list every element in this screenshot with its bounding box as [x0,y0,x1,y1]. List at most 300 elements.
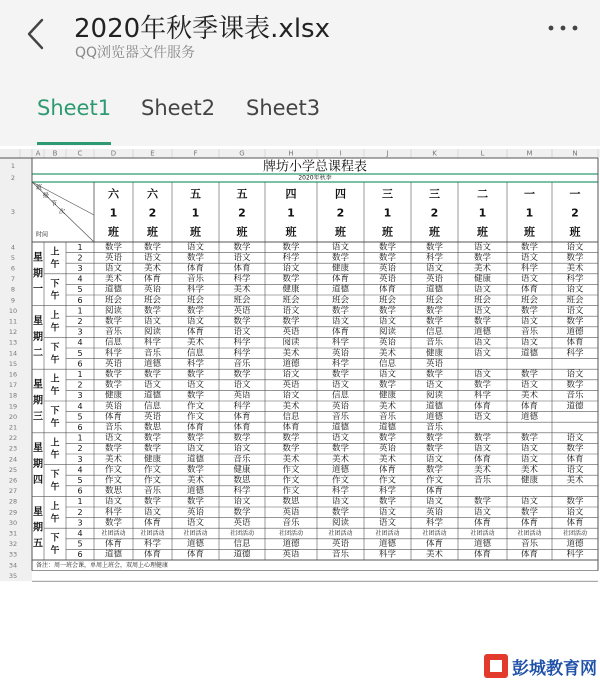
class-cell: 班会 [520,295,539,306]
class-cell: 班会 [143,295,162,306]
class-cell: 语文 [143,507,162,518]
spreadsheet-view[interactable] [0,146,600,691]
class-cell: 美术 [425,549,444,560]
class-cell: 数学 [282,242,300,253]
class-cell: 语文 [282,390,300,401]
row-number: 16 [8,370,18,379]
row-number: 25 [8,465,18,474]
row-number: 11 [8,317,18,326]
class-cell: 语文 [186,316,205,327]
sheet-tabs [0,70,600,146]
row-number: 6 [10,264,16,273]
class-cell: 科学 [566,348,584,359]
class-cell: 英语 [282,507,300,518]
class-cell: 数学 [104,380,123,391]
class-cell: 数思 [282,496,300,507]
class-cell: 科学 [233,337,251,348]
class-cell: 体育 [378,464,397,475]
class-cell: 音乐 [520,539,539,550]
class-cell: 语文 [378,507,397,518]
class-cell: 作文 [143,464,162,475]
am-label: 上 [50,311,60,322]
column-header-M: M [526,149,533,158]
class-cell: 健康 [378,390,397,401]
row-number: 33 [8,550,18,559]
period-number: 3 [77,327,83,337]
class-cell: 语文 [233,252,251,263]
chevron-left-icon[interactable] [22,16,52,52]
class-cell: 班会 [186,295,205,306]
class-cell: 英语 [143,284,162,295]
column-header-K: K [432,149,437,158]
column-header-J: J [386,149,389,158]
class-cell: 班会 [282,295,300,306]
class-cell: 语文 [566,507,584,518]
class-cell: 语文 [282,263,300,274]
tab-sheet2[interactable]: Sheet2 [141,96,216,120]
class-cell: 数学 [282,274,300,285]
class-cell: 数学 [143,305,162,316]
row-number: 35 [8,571,18,580]
class-cell: 数学 [186,464,205,475]
class-cell: 体育 [104,411,123,422]
class-cell: 体育 [143,549,162,560]
class-cell: 科学 [378,549,397,560]
class-cell: 美术 [378,454,397,465]
class-cell: 社团活动 [422,530,447,537]
corner-label: 次 [58,208,66,216]
class-cell: 英语 [378,263,397,274]
class-cell: 科学 [378,486,397,497]
class-cell: 数学 [143,433,162,444]
class-header-number: 2 [238,206,246,220]
period-number: 1 [77,242,83,252]
class-header-number: 2 [148,206,157,220]
spreadsheet-grid [0,146,600,691]
class-cell: 体育 [520,284,539,295]
class-cell: 科学 [425,517,444,528]
class-cell: 英语 [233,390,251,401]
class-cell: 语文 [473,242,492,253]
class-cell: 道德 [104,284,123,295]
class-cell: 体育 [331,274,350,285]
class-cell: 体育 [233,411,251,422]
class-header-grade: 三 [429,187,440,201]
class-cell: 英语 [282,380,300,391]
class-header-suffix: 班 [382,225,393,239]
period-number: 2 [77,507,83,517]
more-horizontal-icon[interactable] [546,22,580,34]
class-cell: 科学 [233,401,251,412]
class-cell: 道德 [143,390,162,401]
class-cell: 信息 [331,390,350,401]
class-cell: 数学 [143,369,162,380]
class-cell: 数学 [473,496,492,507]
class-cell: 信息 [143,401,162,412]
class-cell: 道德 [425,401,444,412]
class-cell: 数学 [331,507,350,518]
row-number: 21 [8,423,18,432]
day-label-5: 期 [33,522,43,534]
class-cell: 数学 [186,369,205,380]
class-cell: 语文 [520,316,539,327]
row-number: 8 [10,285,16,294]
class-cell: 语文 [473,443,492,454]
class-cell: 音乐 [143,486,162,497]
class-cell: 语文 [566,284,584,295]
class-cell: 健康 [331,263,350,274]
class-cell: 体育 [520,517,539,528]
class-cell: 科学 [425,252,444,263]
class-header-suffix: 班 [190,225,201,239]
class-cell: 体育 [186,263,205,274]
class-cell: 道德 [566,401,584,412]
class-cell: 体育 [233,263,251,274]
pm-label: 午 [50,355,60,366]
am-label: 上 [50,247,60,258]
period-number: 5 [77,348,83,358]
class-cell: 语文 [378,369,397,380]
class-cell: 数学 [473,433,492,444]
class-cell: 体育 [143,517,162,528]
class-cell: 数学 [425,369,444,380]
row-number: 12 [8,328,18,337]
class-cell: 道德 [233,549,251,560]
class-cell: 数学 [282,433,300,444]
row-number: 15 [8,359,18,368]
class-cell: 体育 [425,539,444,550]
class-cell: 体育 [331,327,350,338]
period-number: 6 [77,486,83,496]
class-cell: 班会 [331,295,350,306]
class-cell: 美术 [473,263,492,274]
class-cell: 道德 [520,348,539,359]
class-cell: 语文 [282,305,300,316]
period-number: 3 [77,264,83,273]
class-cell: 数学 [104,443,123,454]
column-header-F: F [193,149,198,158]
class-cell: 音乐 [233,358,251,369]
class-cell: 语文 [282,369,300,380]
period-number: 3 [77,391,83,401]
class-cell: 数思 [233,475,251,486]
class-cell: 数学 [425,464,444,475]
class-cell: 科学 [186,284,205,295]
class-cell: 阅读 [378,327,397,338]
class-cell: 科学 [566,549,584,560]
class-cell: 美术 [378,401,397,412]
class-cell: 语文 [233,496,251,507]
class-cell: 音乐 [331,549,350,560]
period-number: 2 [77,380,83,390]
class-header-number: 1 [109,206,118,220]
class-header-grade: 一 [524,187,535,201]
day-label-1: 星 [33,252,43,264]
class-cell: 语文 [473,337,492,348]
class-cell: 语文 [473,411,492,422]
row-number: 23 [8,444,18,453]
class-cell: 科学 [473,390,492,401]
class-cell: 健康 [282,284,300,295]
class-cell: 体育 [520,549,539,560]
class-cell: 体育 [425,486,444,497]
class-cell: 道德 [425,411,444,422]
footnote-text: 备注：周一班会课，单周上班会，双周上心理健康 [36,561,169,569]
row-number: 10 [8,306,18,315]
row-number: 3 [10,208,16,216]
class-cell: 作文 [378,475,397,486]
class-cell: 语文 [233,443,251,454]
class-cell: 语文 [378,517,397,528]
class-cell: 美术 [331,454,350,465]
row-number: 32 [8,540,18,549]
class-cell: 语文 [331,242,350,253]
class-cell: 语文 [331,496,350,507]
corner-label: 节 [50,200,58,208]
class-cell: 数学 [473,316,492,327]
class-cell: 信息 [282,411,300,422]
class-cell: 体育 [566,337,584,348]
class-cell: 音乐 [104,422,123,433]
corner-label: 级 [42,192,50,200]
class-cell: 班会 [425,295,444,306]
class-cell: 英语 [233,517,251,528]
class-cell: 语文 [520,380,539,391]
class-cell: 美术 [566,263,584,274]
class-cell: 社团活动 [101,530,126,537]
period-number: 6 [77,295,83,305]
class-cell: 数学 [425,433,444,444]
class-cell: 科学 [233,486,251,497]
class-cell: 作文 [104,464,123,475]
column-header-H: H [288,149,294,158]
class-cell: 社团活动 [183,530,208,537]
day-label-3: 三 [33,411,43,423]
class-cell: 语文 [566,433,584,444]
class-cell: 语文 [520,274,539,285]
period-number: 4 [77,338,83,348]
class-cell: 科学 [143,539,162,550]
pm-label: 午 [50,546,60,557]
class-cell: 数学 [186,390,205,401]
class-cell: 数学 [425,242,444,253]
class-cell: 美术 [473,464,492,475]
column-header-A: A [35,149,41,158]
class-cell: 数学 [331,369,350,380]
class-cell: 音乐 [566,390,584,401]
class-cell: 作文 [282,464,300,475]
row-number: 24 [8,455,18,464]
class-header-grade: 二 [477,187,488,201]
class-cell: 美术 [566,475,584,486]
class-cell: 体育 [520,401,539,412]
pm-label: 午 [50,418,60,429]
class-header-suffix: 班 [147,225,158,239]
class-cell: 数学 [378,242,397,253]
am-label: 上 [50,438,60,449]
row-number: 26 [8,476,18,485]
class-cell: 数学 [378,433,397,444]
class-cell: 信息 [233,539,251,550]
class-cell: 数学 [378,496,397,507]
class-cell: 班会 [378,295,397,306]
class-cell: 数学 [104,242,123,253]
class-cell: 语文 [473,305,492,316]
class-cell: 数学 [104,517,123,528]
class-cell: 体育 [282,422,300,433]
class-cell: 英语 [378,337,397,348]
class-cell: 体育 [378,284,397,295]
class-cell: 道德 [282,358,300,369]
class-cell: 作文 [104,475,123,486]
class-cell: 英语 [425,274,444,285]
class-cell: 数学 [520,305,539,316]
class-cell: 体育 [186,549,205,560]
class-cell: 信息 [104,337,123,348]
tab-sheet1[interactable]: Sheet1 [37,96,112,120]
class-cell: 语文 [425,380,444,391]
class-cell: 美术 [282,348,300,359]
corner-label: 班 [35,184,43,192]
class-cell: 语文 [520,443,539,454]
row-number: 20 [8,412,18,421]
am-label: 午 [50,323,60,334]
class-cell: 道德 [331,422,350,433]
class-cell: 数学 [186,305,205,316]
class-cell: 体育 [143,274,162,285]
class-cell: 美术 [520,464,539,475]
class-cell: 数学 [233,369,251,380]
class-cell: 道德 [186,486,205,497]
column-header-E: E [150,149,155,158]
day-label-1: 期 [33,268,43,280]
column-header-I: I [339,149,342,158]
class-cell: 音乐 [331,411,350,422]
class-cell: 体育 [186,422,205,433]
class-cell: 作文 [186,411,205,422]
period-number: 5 [77,412,83,422]
class-cell: 英语 [331,539,350,550]
class-cell: 英语 [425,507,444,518]
tab-sheet3[interactable]: Sheet3 [246,96,321,120]
class-cell: 社团活动 [278,530,304,537]
class-cell: 社团活动 [375,530,400,537]
class-cell: 数思 [104,486,123,497]
day-label-4: 星 [33,443,43,455]
sheet-subtitle: 2020年秋季 [298,174,332,182]
class-cell: 社团活动 [470,530,495,537]
class-cell: 阅读 [143,327,162,338]
class-header-grade: 六 [147,187,158,201]
period-number: 1 [77,306,83,316]
class-header-grade: 一 [569,187,581,201]
class-cell: 道德 [566,327,584,338]
class-cell: 社团活动 [328,530,353,537]
class-cell: 音乐 [378,411,397,422]
column-header-D: D [110,149,117,158]
class-cell: 语文 [104,496,123,507]
period-number: 5 [77,285,83,295]
class-cell: 体育 [233,422,251,433]
period-number: 6 [77,359,83,369]
app-header [0,0,600,70]
class-cell: 英语 [282,549,300,560]
period-number: 1 [77,433,83,443]
class-cell: 数学 [425,443,444,454]
class-cell: 阅读 [331,517,350,528]
class-cell: 英语 [143,411,162,422]
class-cell: 美术 [143,263,162,274]
class-header-suffix: 班 [108,225,119,239]
class-cell: 数学 [520,369,539,380]
class-cell: 数学 [425,316,444,327]
class-cell: 语文 [331,433,350,444]
class-cell: 语文 [520,496,539,507]
row-number: 22 [8,434,18,443]
am-label: 午 [50,387,60,398]
class-cell: 科学 [233,348,251,359]
class-cell: 道德 [520,411,539,422]
class-cell: 音乐 [233,454,251,465]
class-cell: 语文 [520,337,539,348]
day-label-5: 星 [33,506,43,518]
class-cell: 数学 [566,496,584,507]
class-cell: 体育 [566,454,584,465]
class-cell: 健康 [233,464,251,475]
class-cell: 作文 [331,475,350,486]
class-cell: 信息 [186,348,205,359]
class-header-suffix: 班 [429,225,440,239]
class-cell: 英语 [104,401,123,412]
class-cell: 英语 [233,305,251,316]
corner-label: 时间 [35,231,49,239]
class-header-grade: 五 [190,187,201,201]
row-number: 17 [8,381,18,390]
class-cell: 作文 [186,401,205,412]
class-cell: 数学 [143,443,162,454]
class-cell: 英语 [425,358,444,369]
class-cell: 科学 [520,263,539,274]
class-cell: 数学 [378,380,397,391]
class-cell: 音乐 [425,422,444,433]
class-header-number: 2 [336,206,345,220]
period-number: 6 [77,423,83,432]
class-cell: 美术 [186,475,205,486]
class-cell: 数学 [233,242,251,253]
class-cell: 科学 [331,337,350,348]
class-header-grade: 五 [236,187,248,201]
class-cell: 数学 [566,380,584,391]
class-cell: 数学 [566,443,584,454]
am-label: 上 [50,374,60,385]
row-number: 2 [10,174,16,182]
class-header-suffix: 班 [569,225,581,239]
class-cell: 美术 [104,274,123,285]
class-cell: 科学 [282,252,300,263]
file-title: 2020年秋季课表.xlsx [74,14,330,44]
class-cell: 数学 [233,433,251,444]
class-cell: 科学 [331,486,350,497]
class-cell: 体育 [473,549,492,560]
row-number: 29 [8,508,18,517]
class-cell: 健康 [520,475,539,486]
pm-label: 下 [50,470,60,481]
column-header-B: B [52,149,58,158]
class-cell: 语文 [473,284,492,295]
class-cell: 数学 [566,316,584,327]
class-cell: 音乐 [186,274,205,285]
class-cell: 语文 [566,464,584,475]
